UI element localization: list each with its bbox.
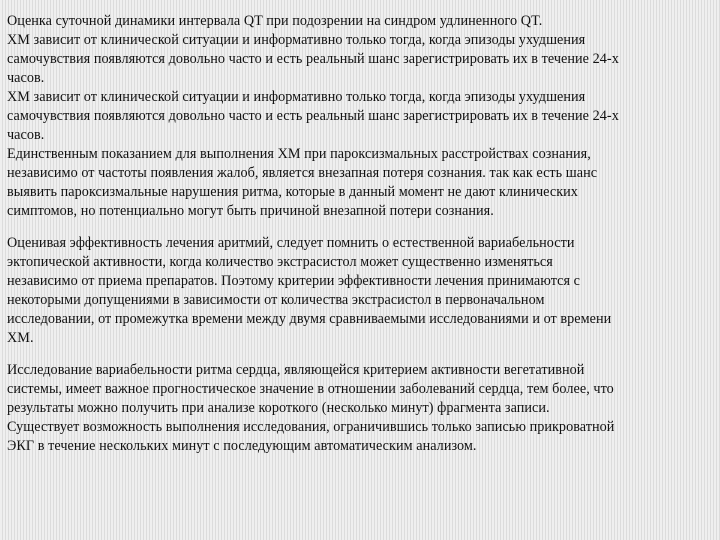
paragraph-hrv (7, 361, 700, 456)
text-line: симптомов, но потенциально могут быть причиной внезапной потери сознания. (7, 203, 494, 219)
text-line: самочувствия появляются довольно часто и есть реальный шанс зарегистрировать их в течение 24-х (7, 51, 619, 67)
paragraph-hm-dependence-repeat (7, 88, 700, 145)
paragraph-gap (7, 348, 700, 361)
text-line: независимо от приема препаратов. Поэтому критерии эффективности лечения принимаются с (7, 273, 581, 289)
text-line: исследовании, от промежутка времени между двумя сравниваемыми исследованиями и от времени (7, 311, 612, 327)
text-line: независимо от частоты появления жалоб, является внезапная потеря сознания. так как есть шанс (7, 165, 598, 181)
text-line: ХМ зависит от клинической ситуации и информативно только тогда, когда эпизоды ухудшения (7, 32, 586, 48)
text-line: системы, имеет важное прогностическое значение в отношении заболеваний сердца, тем более, что (7, 381, 614, 397)
text-line: результаты можно получить при анализе короткого (несколько минут) фрагмента записи. (7, 400, 550, 416)
text-line: часов. (7, 127, 45, 143)
text-line: Оценивая эффективность лечения аритмий, следует помнить о естественной вариабельности (7, 235, 575, 251)
text-line: самочувствия появляются довольно часто и есть реальный шанс зарегистрировать их в течение 24-х (7, 108, 619, 124)
text-line: Оценка суточной динамики интервала QT при подозрении на синдром удлиненного QT. (7, 13, 543, 29)
text-line: Исследование вариабельности ритма сердца, являющейся критерием активности вегетативной (7, 362, 585, 378)
text-line: ХМ. (7, 330, 34, 346)
text-line: часов. (7, 70, 45, 86)
text-line: эктопической активности, когда количество экстрасистол может существенно изменяться (7, 254, 553, 270)
text-line: ЭКГ в течение нескольких минут с последующим автоматическим анализом. (7, 438, 477, 454)
paragraph-gap (7, 221, 700, 234)
text-line: некоторыми допущениями в зависимости от количества экстрасистол в первоначальном (7, 292, 545, 308)
text-line: ХМ зависит от клинической ситуации и информативно только тогда, когда эпизоды ухудшения (7, 89, 586, 105)
paragraph-qt-monitoring (7, 12, 700, 31)
paragraph-syncope-indication (7, 145, 700, 221)
text-line: Единственным показанием для выполнения ХМ при пароксизмальных расстройствах сознания, (7, 146, 591, 162)
text-line: Существует возможность выполнения исследования, ограничившись только записью прикроватной (7, 419, 615, 435)
text-line: выявить пароксизмальные нарушения ритма, которые в данный момент не дают клинических (7, 184, 578, 200)
paragraph-hm-dependence (7, 31, 700, 88)
paragraph-arrhythmia-treatment (7, 234, 700, 348)
